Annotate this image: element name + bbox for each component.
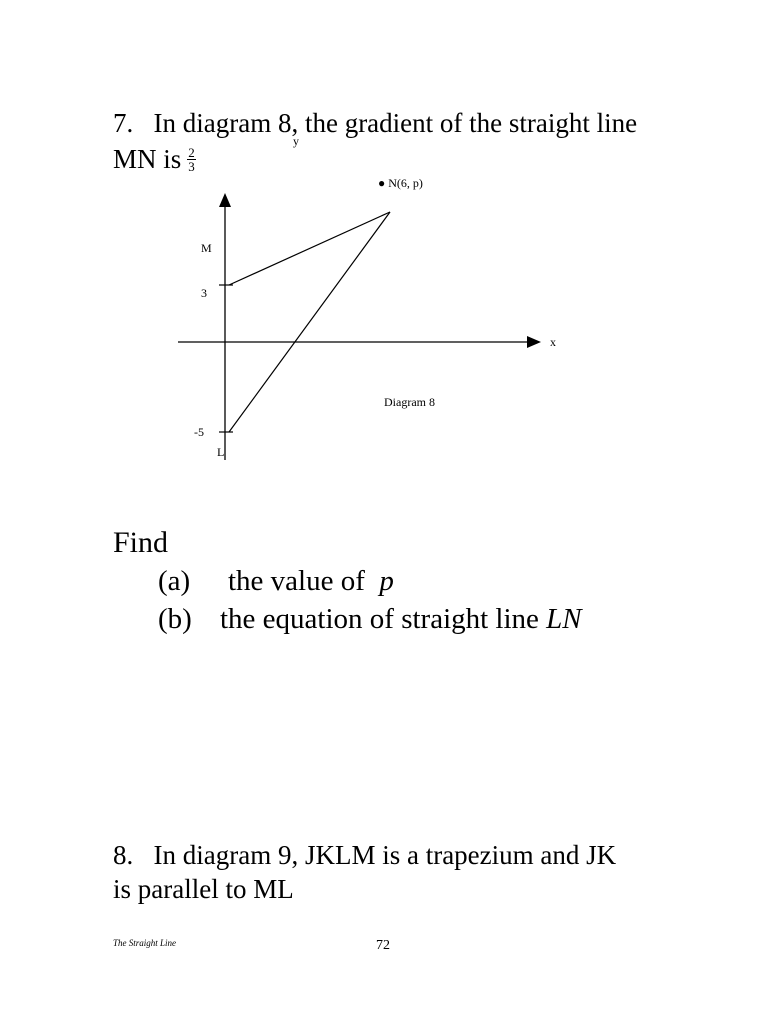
part-a	[158, 562, 394, 600]
tick-3-label: 3	[201, 286, 207, 300]
y-axis-label: y	[293, 134, 299, 148]
question-8-line1	[113, 838, 616, 872]
question-7-text-2: MN is	[113, 144, 182, 174]
fraction-numerator: 2	[188, 145, 195, 161]
diagram-caption: Diagram 8	[384, 395, 435, 409]
question-8-line2: is parallel to ML	[113, 874, 294, 904]
page-number: 72	[376, 938, 390, 953]
x-axis-arrowhead	[527, 336, 541, 348]
part-b-text: the equation of straight line	[220, 603, 539, 635]
question-8-number: 8.	[113, 840, 134, 870]
part-a-variable: p	[379, 565, 394, 597]
part-b	[158, 600, 582, 638]
part-b-label: (b)	[158, 603, 192, 635]
part-b-variable: LN	[546, 603, 582, 635]
line-mn	[229, 212, 390, 285]
point-l-label: L	[217, 445, 225, 459]
fraction-denominator: 3	[188, 159, 195, 175]
point-n-label: ● N(6, p)	[378, 176, 423, 190]
x-axis-label: x	[550, 335, 556, 349]
line-ln	[229, 212, 390, 432]
part-a-text: the value of	[228, 565, 365, 597]
footer-title: The Straight Line	[113, 938, 177, 948]
question-7-number: 7.	[113, 108, 134, 138]
question-8-text: In diagram 9, JKLM is a trapezium and JK	[153, 840, 617, 870]
y-axis-arrowhead	[219, 193, 231, 207]
point-m-label: M	[201, 241, 212, 255]
part-a-label: (a)	[158, 565, 191, 597]
find-heading: Find	[113, 526, 169, 559]
question-7-text: In diagram 8, the gradient of the straight line	[153, 108, 638, 138]
tick-minus5-label: -5	[194, 425, 204, 439]
